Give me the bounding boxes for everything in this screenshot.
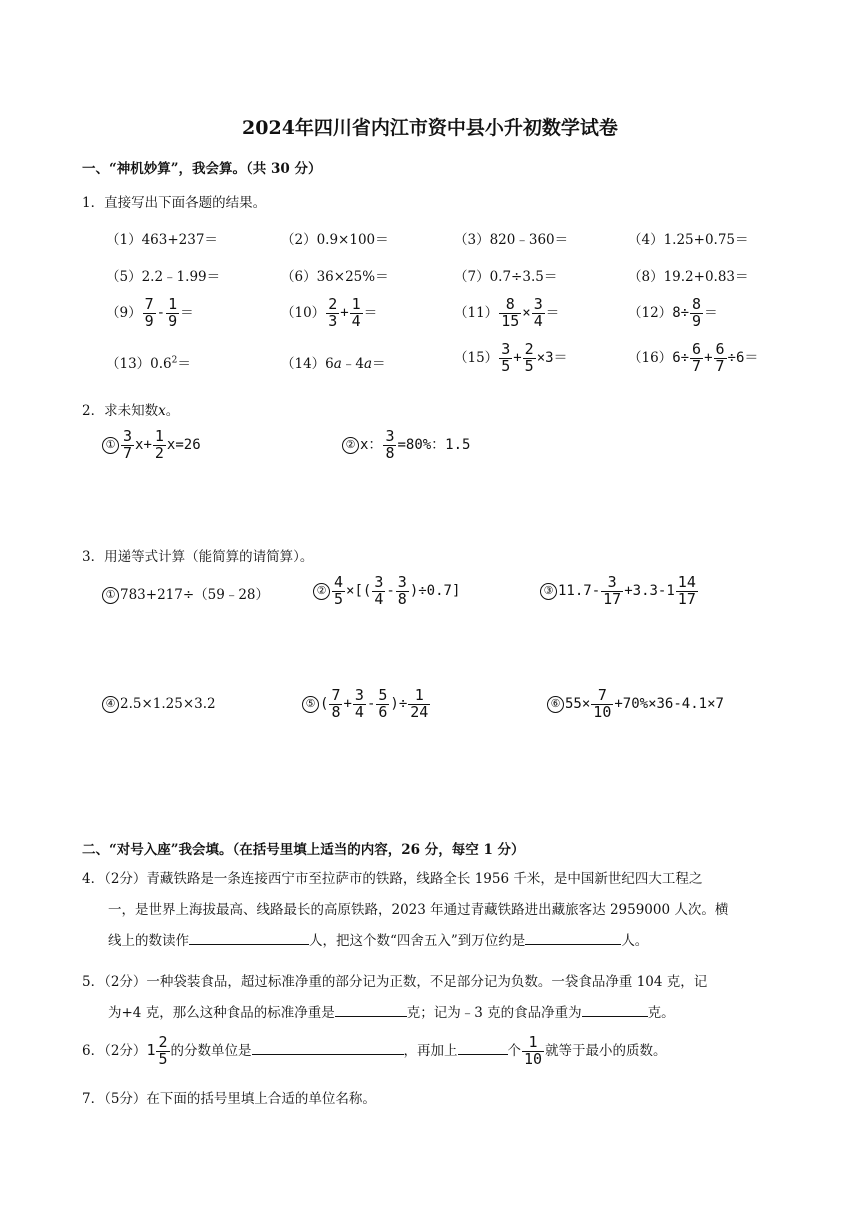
page-title: 2024年四川省内江市资中县小升初数学试卷: [242, 117, 618, 139]
question-6: 6．（2分）1 $\frac{2}{5}$ 的分数单位是 ，再加上 个 $\frac{1}{10}$ 就等于最小的质数。: [82, 1033, 667, 1068]
q6-blank-1[interactable]: [252, 1042, 404, 1055]
q1-item-13: $(13)0.6^2=$: [106, 355, 191, 372]
q3-expression-1: ① 783+217÷（59﹣28）: [102, 583, 269, 604]
question-2-label: 2．求未知数x。: [82, 403, 180, 419]
q4-blank-1[interactable]: [189, 932, 309, 945]
q1-item-3: （3）820﹣360＝: [454, 232, 569, 248]
q1-item-4: （4）1.25+0.75＝: [628, 232, 749, 248]
question-4: 4．（2分）青藏铁路是一条连接西宁市至拉萨市的铁路，线路全长 1956 千米，是中国新世纪四大工程之 一，是世界上海拔最高、线路最长的高原铁路，2023 年通过青藏铁路进出藏旅客达 2959000 人次。横 线上的数读作 人，把这个数“四舍五入”到万位约是 人。: [82, 871, 729, 949]
q4-blank-2[interactable]: [525, 932, 621, 945]
section-2-heading: 二、“对号入座”我会填。（在括号里填上适当的内容，26 分，每空 1 分）: [82, 842, 525, 858]
q1-item-12: （12）8÷ $\frac{8}{9}$ ＝: [628, 295, 718, 330]
q1-item-15: （15） $\frac{3}{5}$ + $\frac{2}{5}$ ×3＝: [454, 340, 568, 375]
q3-expression-4: ④ 2.5×1.25×3.2: [102, 696, 216, 713]
q3-expression-6: ⑥ 55× $\frac{7}{10}$ +70%×36-4.1×7: [547, 688, 724, 721]
q1-item-7: （7）0.7÷3.5＝: [454, 269, 558, 285]
q1-item-14: （14）6a﹣4a＝: [281, 356, 386, 372]
q3-expression-3: ③ 11.7- $\frac{3}{17}$ +3.3-1 $\frac{14}{17}$: [540, 575, 699, 608]
question-1-label: 1．直接写出下面各题的结果。: [82, 195, 267, 211]
q3-expression-2: ② $\frac{4}{5}$ ×[( $\frac{3}{4}$ - $\frac{3}{8}$ )÷0.7]: [313, 575, 460, 608]
section-1-heading: 一、“神机妙算”，我会算。（共 30 分）: [82, 161, 322, 177]
q5-blank-1[interactable]: [335, 1004, 407, 1017]
q1-item-2: （2）0.9×100＝: [281, 232, 389, 248]
question-7: 7．（5分）在下面的括号里填上合适的单位名称。: [82, 1091, 376, 1107]
q1-item-5: （5）2.2﹣1.99＝: [106, 269, 221, 285]
question-3-label: 3．用递等式计算（能简算的请简算）。: [82, 549, 314, 565]
q2-equation-1: ① $\frac{3}{7}$ x+ $\frac{1}{2}$ x=26: [102, 429, 201, 462]
q1-item-11: （11） $\frac{8}{15}$ × $\frac{3}{4}$ ＝: [454, 295, 560, 330]
q1-item-9: （9） $\frac{7}{9}$ - $\frac{1}{9}$ ＝: [106, 295, 194, 330]
q2-equation-2: ② x： $\frac{3}{8}$ =80%：1.5: [342, 429, 470, 462]
q6-blank-2[interactable]: [458, 1042, 508, 1055]
q1-item-1: （1）463+237＝: [106, 232, 218, 248]
q1-item-6: （6）36×25%＝: [281, 269, 389, 285]
q5-blank-2[interactable]: [582, 1004, 648, 1017]
q1-item-10: （10） $\frac{2}{3}$ + $\frac{1}{4}$ ＝: [281, 295, 378, 330]
q1-item-8: （8）19.2+0.83＝: [628, 269, 749, 285]
q1-item-16: （16）6÷ $\frac{6}{7}$ + $\frac{6}{7}$ ÷6＝: [628, 340, 759, 375]
q3-expression-5: ⑤ ( $\frac{7}{8}$ + $\frac{3}{4}$ - $\frac{5}{6}$ )÷ $\frac{1}{24}$: [302, 688, 431, 721]
question-5: 5．（2分）一种袋装食品，超过标准净重的部分记为正数，不足部分记为负数。一袋食品净重 104 克，记 为+4 克，那么这种食品的标准净重是 克；记为﹣3 克的食品净重为 克。: [82, 974, 708, 1021]
